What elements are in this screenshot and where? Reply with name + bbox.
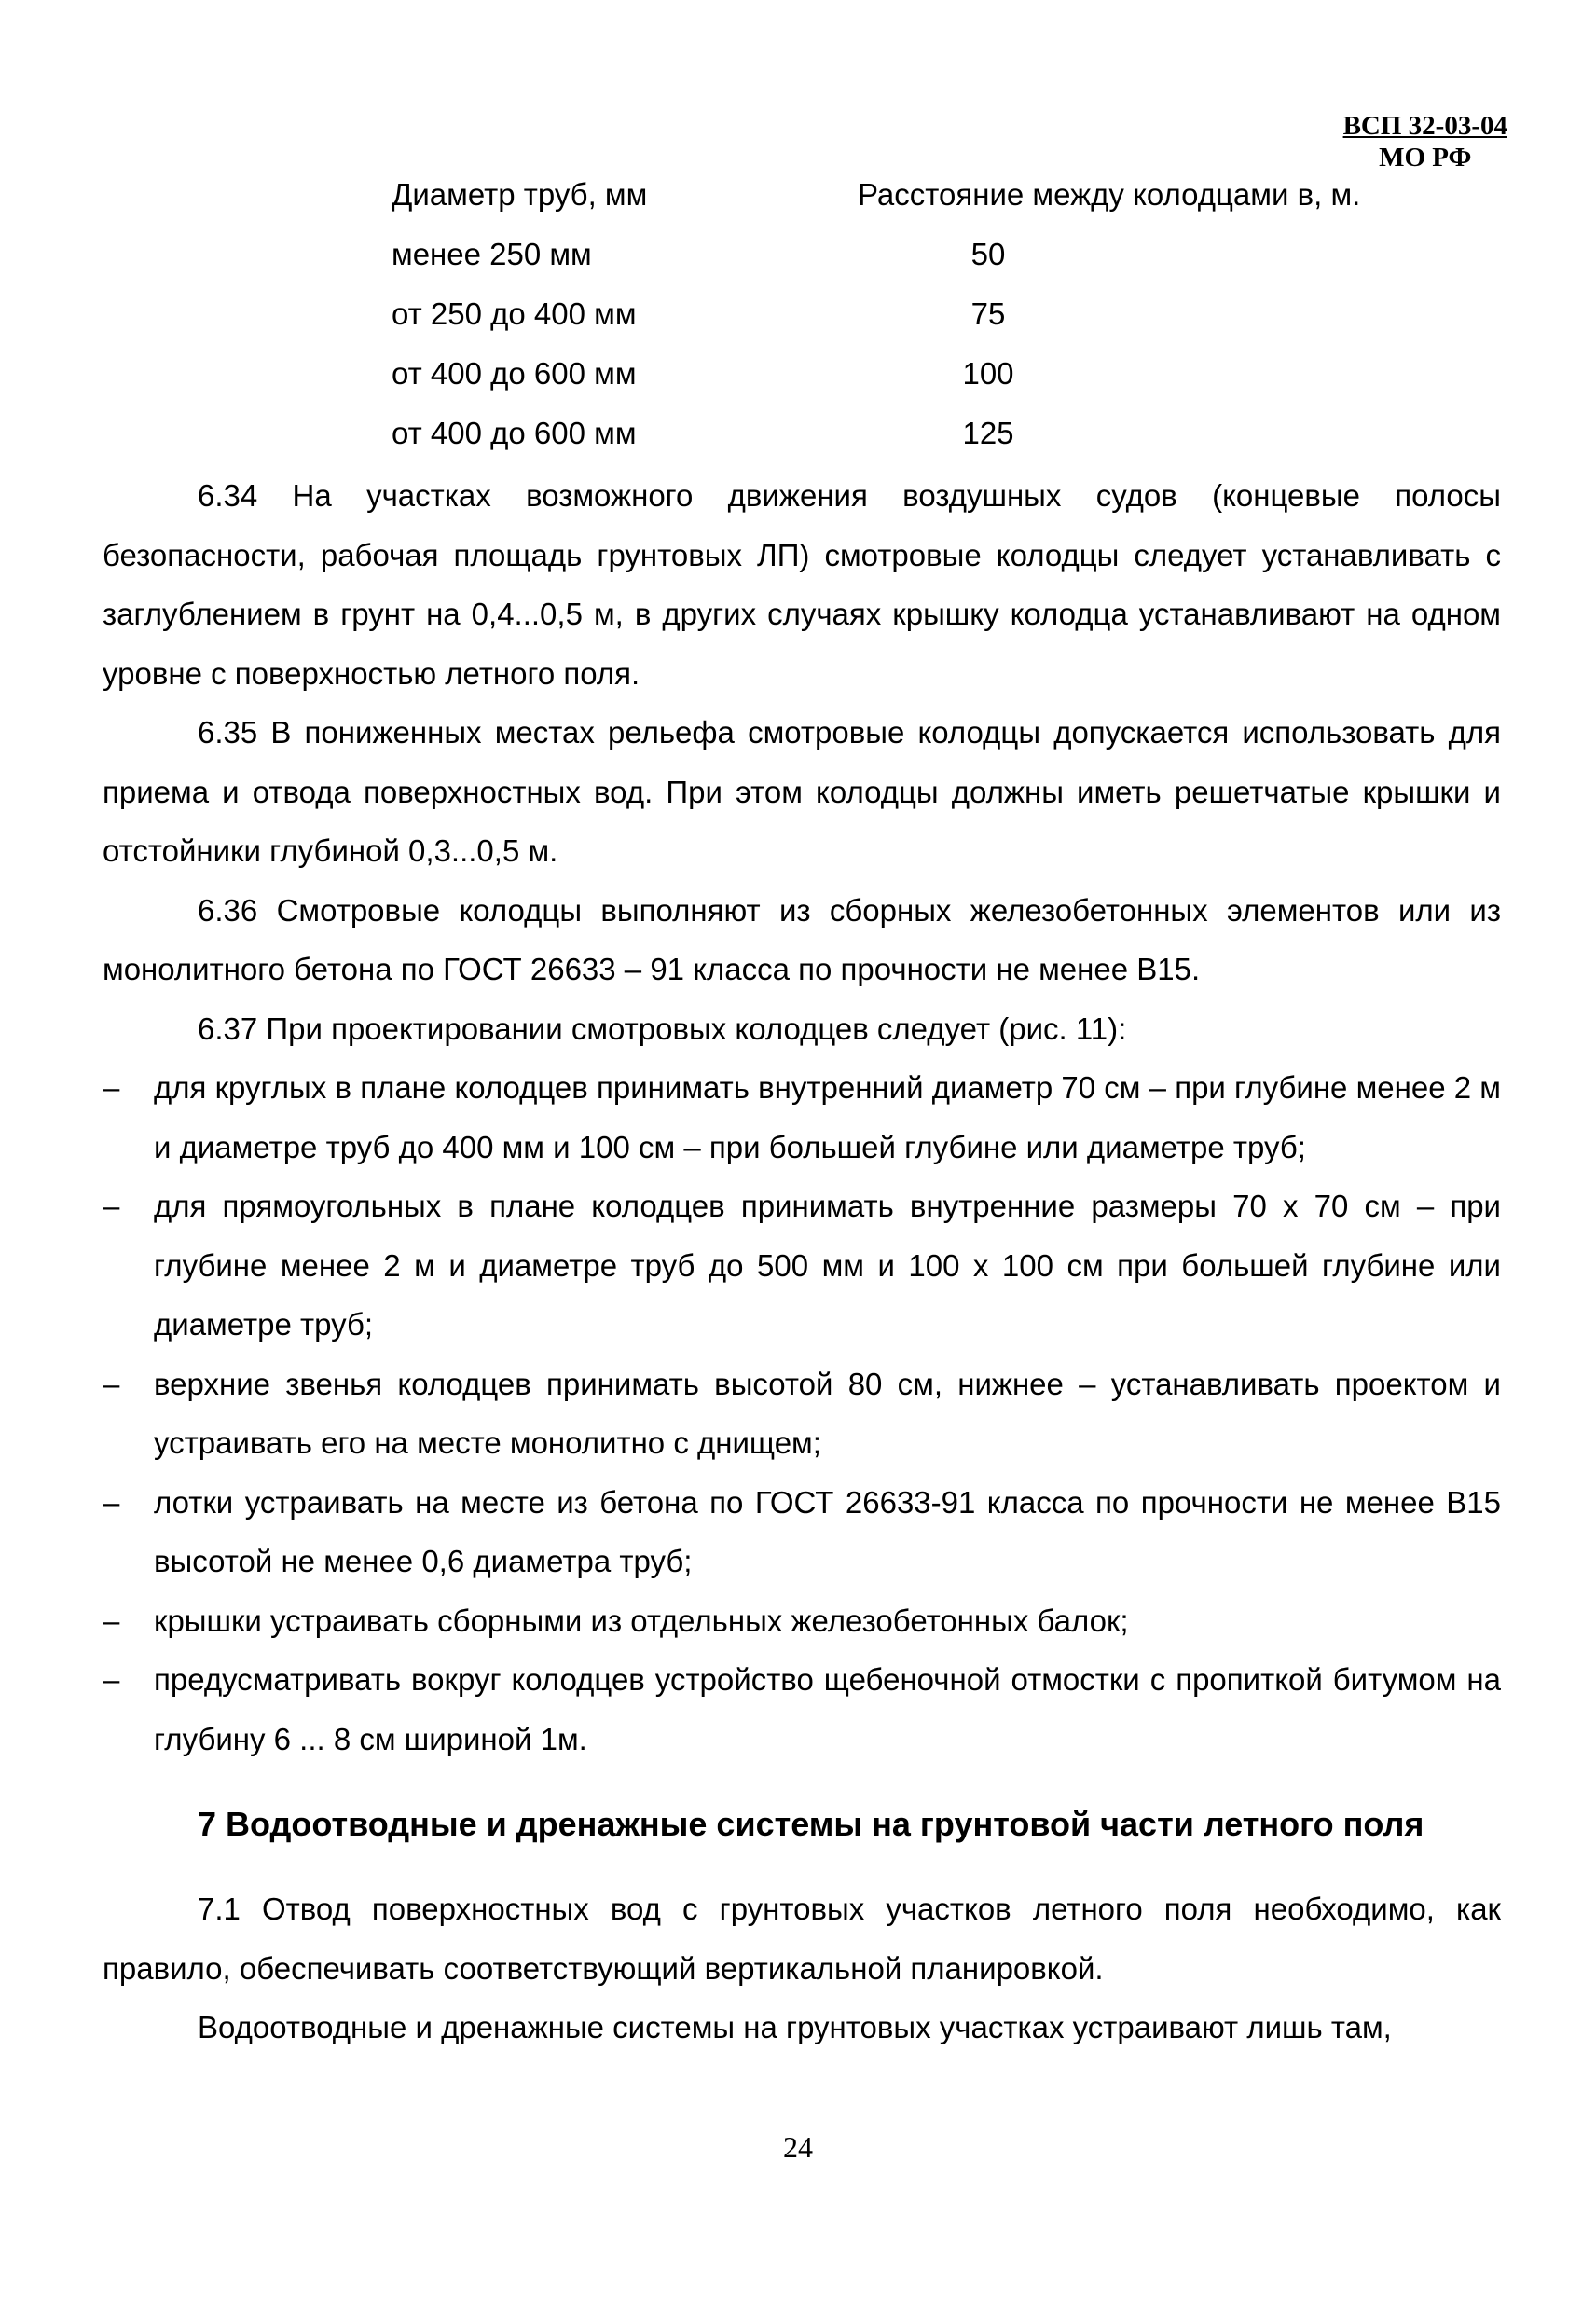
- table-cell-distance: 50: [970, 237, 1006, 271]
- dash-marker: –: [103, 1366, 120, 1401]
- paragraph-6-35: 6.35 В пониженных местах рельефа смотровые колодцы допускается использовать для приема и отвода поверхностных вод. При этом колодцы должны иметь решетчатые крышки и отстойники глубиной 0,3...0,5 м.: [103, 715, 1501, 868]
- paragraph-7-1-continued: Водоотводные и дренажные системы на грунтовых участках устраивают лишь там,: [198, 2010, 1392, 2044]
- list-item: [103, 1058, 1501, 1177]
- dash-marker: –: [103, 1603, 120, 1638]
- dash-marker: –: [103, 1662, 120, 1697]
- list-item-text: крышки устраивать сборными из отдельных железобетонных балок;: [154, 1603, 1129, 1638]
- document-header: [1343, 110, 1507, 173]
- table-cell-diameter: от 250 до 400 мм: [392, 296, 637, 331]
- document-body: [103, 466, 1501, 2057]
- document-code: ВСП 32-03-04: [1342, 111, 1507, 141]
- list-item: [103, 1177, 1501, 1355]
- dash-marker: –: [103, 1484, 120, 1520]
- table-cell-distance: 100: [962, 356, 1014, 391]
- organization-label: МО РФ: [1379, 143, 1472, 172]
- section-7-heading: 7 Водоотводные и дренажные системы на грунтовой части летного поля: [198, 1805, 1424, 1843]
- table-cell-diameter: менее 250 мм: [392, 237, 592, 271]
- table-cell-diameter: от 400 до 600 мм: [392, 416, 637, 450]
- dash-marker: –: [103, 1070, 120, 1105]
- list-item-text: для прямоугольных в плане колодцев принимать внутренние размеры 70 х 70 см – при глубине менее 2 м и диаметре труб до 500 мм и 100 х 100 см при большей глубине или диаметре труб;: [154, 1189, 1501, 1342]
- table-header-distance: Расстояние между колодцами в, м.: [858, 177, 1361, 212]
- list-item: [103, 1591, 1501, 1651]
- list-item-text: предусматривать вокруг колодцев устройство щебеночной отмостки с пропиткой битумом на глубину 6 ... 8 см шириной 1м.: [154, 1662, 1501, 1756]
- table-cell-distance: 75: [970, 296, 1006, 331]
- paragraph-6-37: 6.37 При проектировании смотровых колодцев следует (рис. 11):: [198, 1011, 1127, 1046]
- list-item-text: лотки устраивать на месте из бетона по ГОСТ 26633-91 класса по прочности не менее В15 высотой не менее 0,6 диаметра труб;: [154, 1484, 1501, 1578]
- table-cell-diameter: от 400 до 600 мм: [392, 356, 637, 391]
- table-cell-distance: 125: [962, 416, 1014, 450]
- requirements-list: [103, 1058, 1501, 1768]
- paragraph-6-36: 6.36 Смотровые колодцы выполняют из сборных железобетонных элементов или из монолитного бетона по ГОСТ 26633 – 91 класса по прочности не менее В15.: [103, 892, 1501, 986]
- list-item: [103, 1355, 1501, 1473]
- dash-marker: –: [103, 1189, 120, 1223]
- list-item-text: для круглых в плане колодцев принимать внутренний диаметр 70 см – при глубине менее 2 м и диаметре труб до 400 мм и 100 см – при большей глубине или диаметре труб;: [154, 1070, 1501, 1164]
- table-header-diameter: Диаметр труб, мм: [392, 177, 648, 212]
- page-number: 24: [783, 2130, 813, 2164]
- paragraph-7-1: 7.1 Отвод поверхностных вод с грунтовых участков летного поля необходимо, как правило, обеспечивать соответствующий вертикальной планировкой.: [103, 1892, 1501, 1986]
- list-item: [103, 1650, 1501, 1768]
- list-item-text: верхние звенья колодцев принимать высотой 80 см, нижнее – устанавливать проектом и устраивать его на месте монолитно с днищем;: [154, 1366, 1501, 1460]
- paragraph-6-34: 6.34 На участках возможного движения воздушных судов (концевые полосы безопасности, рабочая площадь грунтовых ЛП) смотровые колодцы следует устанавливать с заглублением в грунт на 0,4...0,5 м, в других случаях крышку колодца устанавливают на одном уровне с поверхностью летного поля.: [103, 478, 1501, 691]
- list-item: [103, 1473, 1501, 1591]
